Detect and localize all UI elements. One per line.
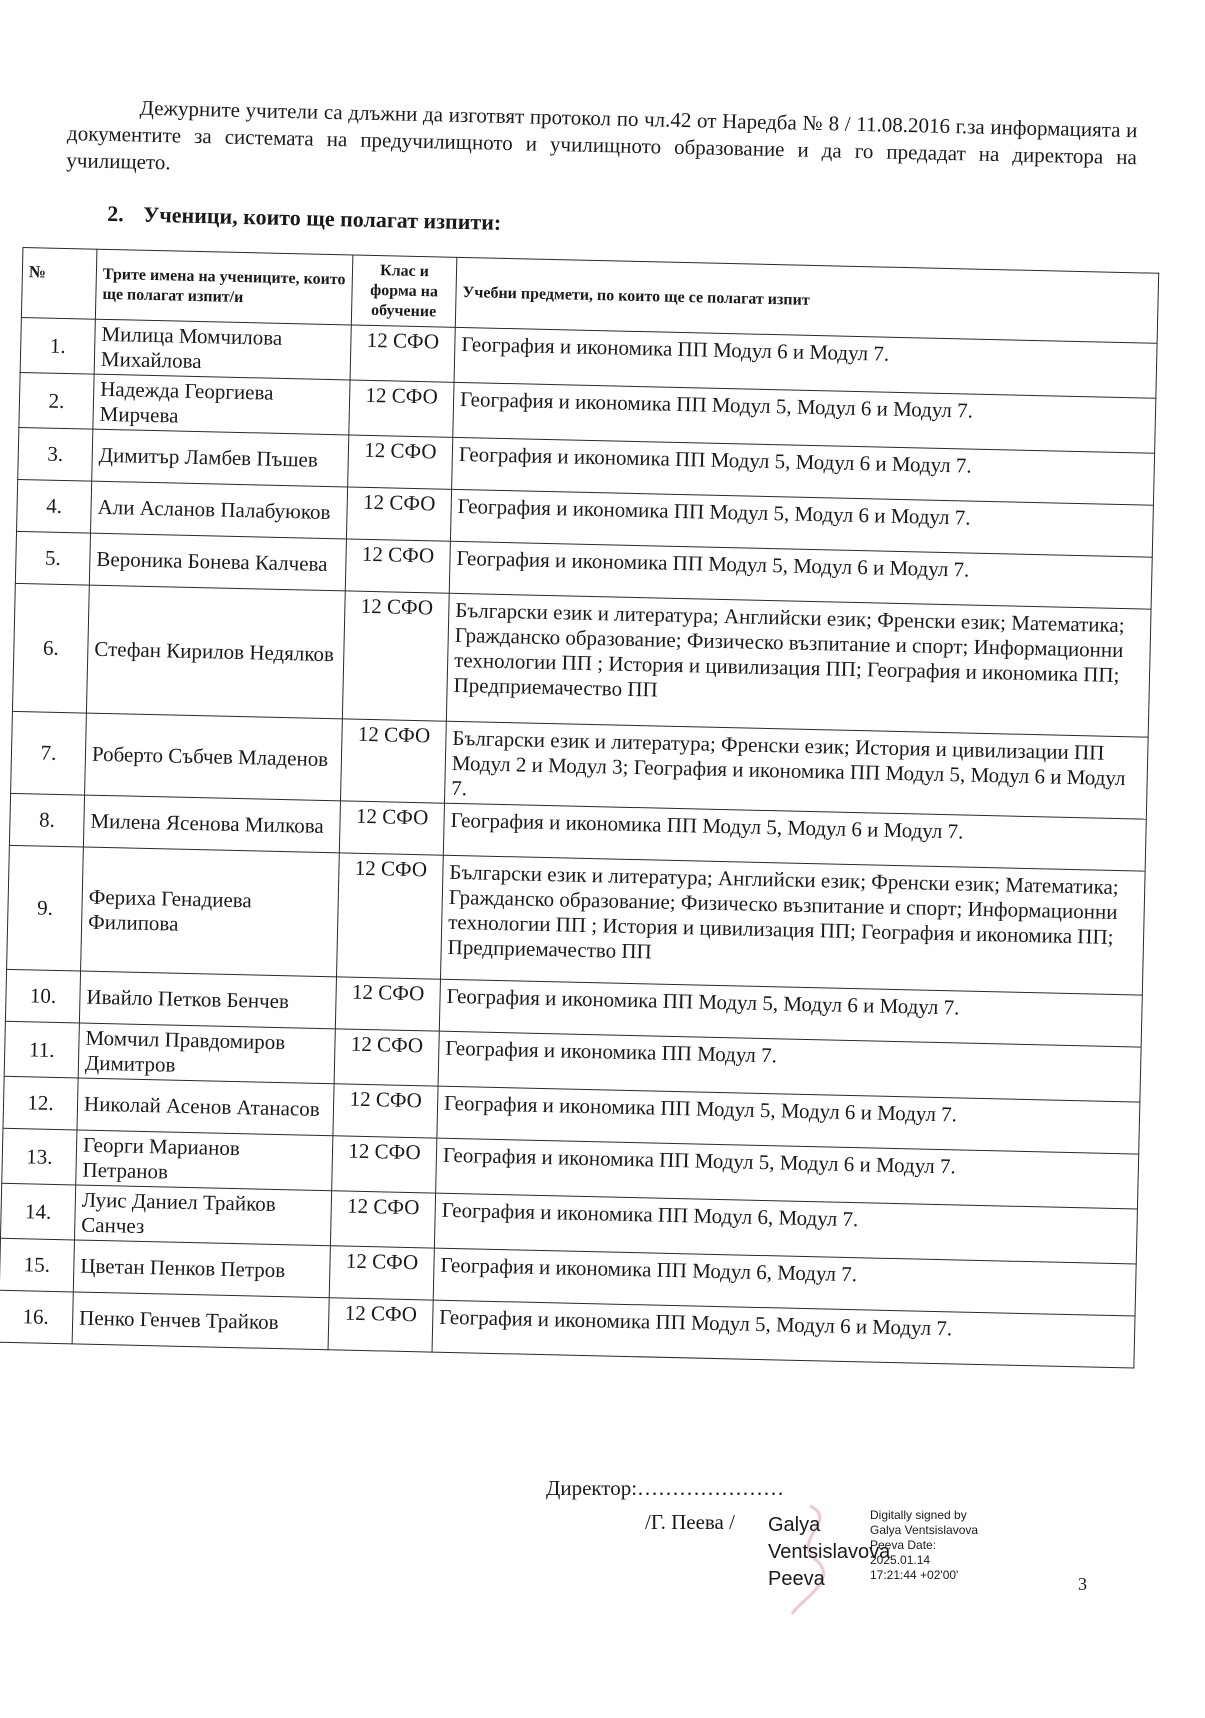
page-number: 3 — [1078, 1574, 1087, 1594]
exam-subjects: География и икономика ПП Модул 6 и Модул 7. — [454, 327, 1157, 398]
exam-subjects: География и икономика ПП Модул 6, Модул 7. — [434, 1193, 1137, 1264]
row-number: 14. — [0, 1183, 75, 1240]
row-number: 13. — [2, 1128, 77, 1185]
class-form: 12 СФО — [332, 1136, 437, 1193]
student-name: Ивайло Петков Бенчев — [79, 971, 336, 1029]
signature-name: Galya Ventsislavova Peeva — [768, 1514, 891, 1590]
student-name: Вероника Бонева Калчева — [89, 533, 346, 591]
exam-subjects: География и икономика ПП Модул 5, Модул 6 и Модул 7. — [449, 541, 1152, 609]
class-form: 12 СФО — [335, 977, 440, 1031]
class-form: 12 СФО — [333, 1084, 438, 1138]
student-name: Стефан Кирилов Недялков — [86, 585, 345, 719]
signature-details: Digitally signed by Galya Ventsislavova Peeva Date: 2025.01.14 17:21:44 +02'00' — [870, 1508, 979, 1582]
row-number: 1. — [20, 317, 95, 374]
exam-subjects: География и икономика ПП Модул 5, Модул 6 и Модул 7. — [452, 437, 1155, 505]
row-number: 9. — [7, 845, 84, 971]
row-number: 10. — [5, 969, 80, 1023]
exam-subjects: География и икономика ПП Модул 5, Модул 6 и Модул 7. — [436, 1138, 1139, 1209]
header-name: Трите имена на учениците, които ще полагат изпит/и — [95, 249, 353, 325]
row-number: 5. — [15, 531, 90, 585]
row-number: 11. — [4, 1021, 79, 1078]
row-number: 16. — [0, 1290, 73, 1344]
class-form: 12 СФО — [346, 487, 451, 541]
intro-paragraph: Дежурните учители са длъжни да изготвят протокол по чл.42 от Наредба № 8 / 11.08.2016 г.за информацията и документите за системата на предучилищното и училищното образование и да го предадат на директора на училището. — [66, 95, 1138, 175]
exam-subjects: Български език и литература; Английски език; Френски език; Математика; Гражданско образование; Физическо възпитание и спорт; Информационни технологии ПП ; История и цивилизация ПП; География и икономика ПП; Предприемачество ПП — [446, 593, 1151, 737]
class-form: 12 СФО — [340, 719, 446, 803]
class-form: 12 СФО — [348, 435, 453, 489]
exam-subjects: География и икономика ПП Модул 6, Модул 7. — [433, 1248, 1136, 1316]
class-form: 12 СФО — [349, 380, 454, 437]
student-name: Димитър Ламбев Пъшев — [92, 429, 349, 487]
student-name: Луис Даниел Трайков Санчез — [74, 1185, 331, 1246]
class-form: 12 СФО — [350, 325, 455, 382]
exam-subjects: География и икономика ПП Модул 5, Модул 6 и Модул 7. — [439, 979, 1142, 1047]
student-name: Пенко Генчев Трайков — [72, 1292, 329, 1350]
student-name: Николай Асенов Атанасов — [77, 1078, 334, 1136]
section-number: 2. — [106, 200, 125, 227]
student-name: Роберто Събчев Младенов — [85, 713, 343, 801]
exam-subjects: Български език и литература; Английски език; Френски език; Математика; Гражданско образование; Физическо възпитание и спорт; Информационни технологии ПП ; История и цивилизация ПП; География и икономика ПП; Предприемачество ПП — [440, 855, 1145, 995]
exam-subjects: География и икономика ПП Модул 5, Модул 6 и Модул 7. — [453, 382, 1156, 453]
student-name: Георги Марианов Петранов — [76, 1130, 333, 1191]
exam-subjects: География и икономика ПП Модул 7. — [438, 1031, 1141, 1102]
exam-subjects: География и икономика ПП Модул 5, Модул 6 и Модул 7. — [443, 803, 1146, 871]
row-number: 2. — [19, 372, 94, 429]
row-number: 3. — [18, 427, 93, 481]
exam-subjects: География и икономика ПП Модул 5, Модул 6 и Модул 7. — [437, 1086, 1140, 1154]
student-name: Милица Момчилова Михайлова — [94, 319, 351, 380]
row-number: 12. — [3, 1076, 78, 1130]
student-name: Али Асланов Палабуюков — [91, 481, 348, 539]
student-name: Фериха Генадиева Филипова — [81, 847, 340, 977]
student-name: Момчил Правдомиров Димитров — [78, 1023, 335, 1084]
class-form: 12 СФО — [334, 1029, 439, 1086]
class-form: 12 СФО — [329, 1246, 434, 1300]
class-form: 12 СФО — [330, 1191, 435, 1248]
director-label: Директор:………………… — [546, 1476, 785, 1500]
exam-subjects: География и икономика ПП Модул 5, Модул 6 и Модул 7. — [450, 489, 1153, 557]
student-name: Надежда Георгиева Мирчева — [93, 374, 350, 435]
row-number: 4. — [17, 479, 92, 533]
exam-subjects: География и икономика ПП Модул 5, Модул 6 и Модул 7. — [432, 1300, 1135, 1368]
header-subjects: Учебни предмети, по които ще се полагат изпит — [455, 257, 1158, 343]
class-form: 12 СФО — [328, 1298, 433, 1352]
row-number: 8. — [9, 793, 84, 847]
exam-subjects: Български език и литература; Френски език; История и цивилизации ПП Модул 2 и Модул 3; География и икономика ПП Модул 5, Модул 6 и Модул 7. — [444, 721, 1148, 819]
director-name: /Г. Пеева / — [645, 1510, 735, 1534]
row-number: 15. — [0, 1238, 74, 1292]
row-number: 7. — [11, 711, 87, 795]
header-class: Клас и форма на обучение — [351, 255, 457, 327]
section-title: Ученици, които ще полагат изпити: — [142, 201, 502, 235]
student-name: Цветан Пенков Петров — [73, 1240, 330, 1298]
row-number: 6. — [12, 583, 89, 713]
student-name: Милена Ясенова Милкова — [83, 795, 340, 853]
header-num: № — [21, 248, 97, 320]
class-form: 12 СФО — [345, 539, 450, 593]
class-form: 12 СФО — [342, 591, 449, 721]
class-form: 12 СФО — [337, 853, 444, 979]
class-form: 12 СФО — [339, 801, 444, 855]
